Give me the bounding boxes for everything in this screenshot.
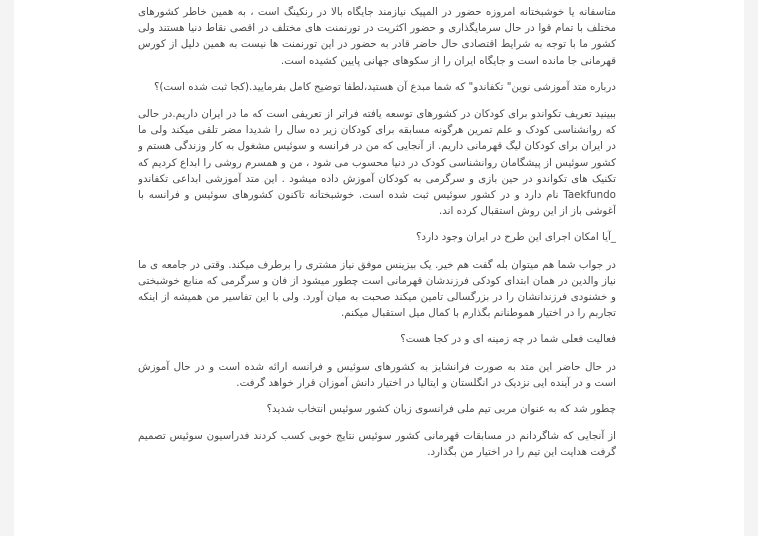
- left-margin-strip: [0, 0, 14, 536]
- question-paragraph-1: درباره متد آموزشی نوین" تکفاندو" که شما مبدع آن هستید،لطفا توضیح کامل بفرمایید.(کجا ثبت شده است)؟: [153, 80, 616, 93]
- right-margin-strip: [744, 0, 758, 536]
- article-body: [138, 4, 616, 536]
- question-paragraph-4: چطور شد که به عنوان مربی تیم ملی فرانسوی زبان کشور سوئیس انتخاب شدید؟: [266, 403, 616, 416]
- answer-paragraph-2: ببینید تعریف تکواندو برای کودکان در کشورهای توسعه یافته فراتر از تعریفی است که ما در ایران داریم.در حالی که روانشناسی کودک و علم تمرین هرگونه مسابقه برای کودکان زیر ده سال را شدیدا مضر تلقی میکند ولی ما در ایران برای کودکان لیگ قهرمانی داریم. از آنجایی که من در فرانسه و سوئیس مشغول به کار وزندگی هستم و کشور سوئیس از پیشگامان روانشناسی کودک در دنیا محسوب می شود ، من و همسرم روشی را ابداع کردیم که تکنیک های تکواندو در حین بازی و سرگرمی به کودکان آموزش داده میشود . این متد آموزشی ابداعی تکفاندو Taekfundo نام دارد و در کشور سوئیس ثبت شده است. خوشبختانه تاکنون کشورهای سوئیس و فرانسه با آغوشی باز از این روش استقبال کرده اند.: [138, 108, 616, 218]
- answer-paragraph-1: متاسفانه یا خوشبختانه امروزه حضور در المپیک نیازمند جایگاه بالا در رنکینگ است ، به همین خاطر کشورهای مختلف با تمام قوا در حال سرمایگذاری و حضور اکثریت در تورنمنت های مختلف در اقصی نقاط دنیا هستند ولی کشور ما با توجه به شرایط اقتصادی حال حاضر قادر به حضور در این تورنمنت ها نیست به همین دلیل از کورس قهرمانی جا مانده است و جایگاه ایران را از سکوهای جهانی پایین کشیده است.: [138, 6, 616, 67]
- answer-paragraph-4: در حال حاضر این متد به صورت فرانشایز به کشورهای سوئیس و فرانسه ارائه شده است و در حال آموزش است و در آینده ایی نزدیک در انگلستان و ایتالیا در اختیار دانش آموزان قرار خواهد گرفت.: [138, 360, 616, 389]
- answer-paragraph-3: در جواب شما هم میتوان بله گفت هم خیر. یک بیزینس موفق نیاز مشتری را برطرف میکند. وقتی در جامعه ی ما نیاز والدین در همان ابتدای کودکی فرزندشان قهرمانی است چطور میشود از فان و سرگرمی که منابع خوشبختی و خشنودی فرزندانشان را در بزرگسالی تامین میکند صحبت به میان آورد. ولی با این تفاسیر من همیشه از اینکه تجاربم را در اختیار هموطنانم بگذارم با کمال میل استقبال میکنم.: [138, 258, 616, 320]
- question-paragraph-3: فعالیت فعلی شما در چه زمینه ای و در کجا هست؟: [400, 333, 616, 346]
- answer-paragraph-5: از آنجایی که شاگردانم در مسابقات قهرمانی کشور سوئیس نتایج خوبی کسب کردند فدراسیون سوئیس تصمیم گرفت هدایت این تیم را در اختیار من بگذارد.: [138, 430, 616, 459]
- question-paragraph-2: _آیا امکان اجرای این طرح در ایران وجود دارد؟: [416, 231, 616, 244]
